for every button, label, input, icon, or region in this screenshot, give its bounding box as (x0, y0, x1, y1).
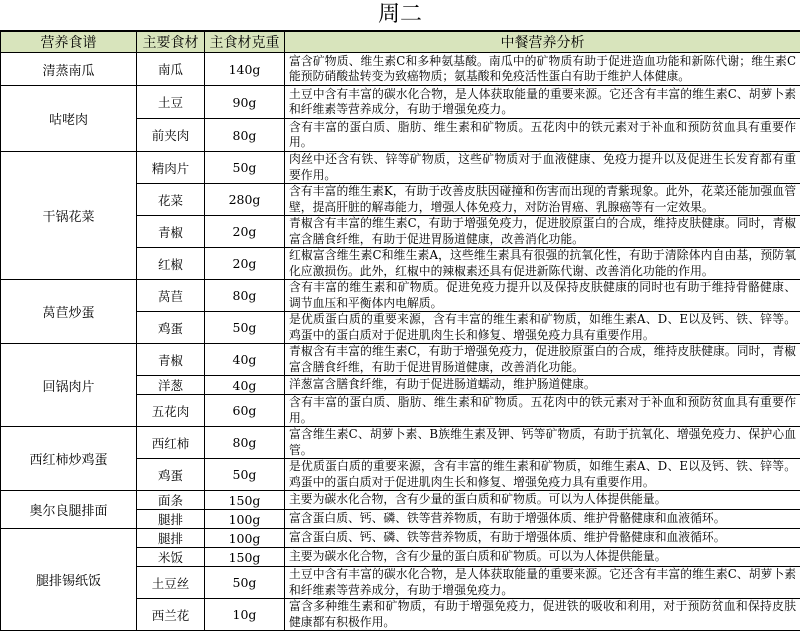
ingredient-cell: 莴苣 (137, 280, 205, 312)
ingredient-cell: 米饭 (137, 548, 205, 567)
analysis-cell: 青椒含有丰富的维生素C，有助于增强免疫力，促进胶原蛋白的合成，维持皮肤健康。同时，青椒富含膳食纤维，有助于促进胃肠道健康，改善消化功能。 (285, 344, 800, 376)
ingredient-cell: 五花肉 (137, 395, 205, 427)
analysis-cell: 主要为碳水化合物，含有少量的蛋白质和矿物质。可以为人体提供能量。 (285, 491, 800, 510)
dish-name: 奥尔良腿排面 (1, 491, 137, 529)
analysis-cell: 富含蛋白质、钙、磷、铁等营养物质，有助于增强体质、维护骨骼健康和血液循环。 (285, 529, 800, 548)
table-row (1, 344, 800, 376)
analysis-cell: 含有丰富的维生素和矿物质。促进免疫力提升以及保持皮肤健康的同时也有助于维持骨骼健康、调节血压和平衡体内电解质。 (285, 280, 800, 312)
analysis-cell: 含有丰富的蛋白质、脂肪、维生素和矿物质。五花肉中的铁元素对于补血和预防贫血具有重要作用。 (285, 395, 800, 427)
header-analysis: 中餐营养分析 (285, 32, 800, 53)
analysis-cell: 肉丝中还含有铁、锌等矿物质，这些矿物质对于血液健康、免疫力提升以及促进生长发育都有重要作用。 (285, 152, 800, 184)
table-row (1, 529, 800, 548)
dish-name: 腿排锡纸饭 (1, 529, 137, 631)
table-row (1, 86, 800, 119)
dish-name: 咕咾肉 (1, 86, 137, 152)
analysis-cell: 红椒富含维生素C和维生素A，这些维生素具有很强的抗氧化性，有助于清除体内自由基，预防氧化应激损伤。此外，红椒中的辣椒素还具有促进新陈代谢、改善消化功能的作用。 (285, 248, 800, 280)
ingredient-cell: 洋葱 (137, 376, 205, 395)
header-ingredient: 主要食材 (137, 32, 205, 53)
table-row (1, 491, 800, 510)
analysis-cell: 富含蛋白质、钙、磷、铁等营养物质，有助于增强体质、维护骨骼健康和血液循环。 (285, 510, 800, 529)
ingredient-cell: 鸡蛋 (137, 312, 205, 344)
weight-cell: 10g (205, 599, 285, 631)
analysis-cell: 主要为碳水化合物，含有少量的蛋白质和矿物质。可以为人体提供能量。 (285, 548, 800, 567)
table-row (1, 53, 800, 86)
table-row (1, 152, 800, 184)
weight-cell: 100g (205, 510, 285, 529)
ingredient-cell: 西兰花 (137, 599, 205, 631)
weight-cell: 80g (205, 119, 285, 152)
table-row (1, 280, 800, 312)
weight-cell: 40g (205, 344, 285, 376)
analysis-cell: 青椒含有丰富的维生素C，有助于增强免疫力，促进胶原蛋白的合成，维持皮肤健康。同时，青椒富含膳食纤维，有助于促进胃肠道健康，改善消化功能。 (285, 216, 800, 248)
table-row (1, 427, 800, 459)
dish-name: 干锅花菜 (1, 152, 137, 280)
ingredient-cell: 腿排 (137, 510, 205, 529)
weight-cell: 150g (205, 491, 285, 510)
dish-name: 莴苣炒蛋 (1, 280, 137, 344)
ingredient-cell: 前夹肉 (137, 119, 205, 152)
ingredient-cell: 腿排 (137, 529, 205, 548)
nutrition-table (0, 31, 800, 631)
weight-cell: 50g (205, 152, 285, 184)
header-weight: 主食材克重 (205, 32, 285, 53)
ingredient-cell: 鸡蛋 (137, 459, 205, 491)
analysis-cell: 富含多种维生素和矿物质，有助于增强免疫力，促进铁的吸收和利用，对于预防贫血和保持皮肤健康都有积极作用。 (285, 599, 800, 631)
weight-cell: 90g (205, 86, 285, 119)
weight-cell: 20g (205, 248, 285, 280)
page-title: 周二 (0, 0, 800, 31)
weight-cell: 50g (205, 567, 285, 599)
analysis-cell: 是优质蛋白质的重要来源，含有丰富的维生素和矿物质，如维生素A、D、E以及钙、铁、锌等。鸡蛋中的蛋白质对于促进肌肉生长和修复、增强免疫力具有重要作用。 (285, 312, 800, 344)
ingredient-cell: 南瓜 (137, 53, 205, 86)
header-dish: 营养食谱 (1, 32, 137, 53)
weight-cell: 140g (205, 53, 285, 86)
dish-name: 清蒸南瓜 (1, 53, 137, 86)
ingredient-cell: 土豆 (137, 86, 205, 119)
weight-cell: 80g (205, 427, 285, 459)
ingredient-cell: 青椒 (137, 216, 205, 248)
weight-cell: 60g (205, 395, 285, 427)
weight-cell: 50g (205, 312, 285, 344)
analysis-cell: 是优质蛋白质的重要来源，含有丰富的维生素和矿物质，如维生素A、D、E以及钙、铁、锌等。鸡蛋中的蛋白质对于促进肌肉生长和修复、增强免疫力具有重要作用。 (285, 459, 800, 491)
ingredient-cell: 精肉片 (137, 152, 205, 184)
analysis-cell: 洋葱富含膳食纤维，有助于促进肠道蠕动，维护肠道健康。 (285, 376, 800, 395)
analysis-cell: 含有丰富的蛋白质、脂肪、维生素和矿物质。五花肉中的铁元素对于补血和预防贫血具有重要作用。 (285, 119, 800, 152)
dish-name: 回锅肉片 (1, 344, 137, 427)
analysis-cell: 含有丰富的维生素K，有助于改善皮肤因碰撞和伤害而出现的青紫现象。此外，花菜还能加强血管壁，提高肝脏的解毒能力，增强人体免疫力，对防治胃癌、乳腺癌等有一定效果。 (285, 184, 800, 216)
ingredient-cell: 西红柿 (137, 427, 205, 459)
ingredient-cell: 面条 (137, 491, 205, 510)
weight-cell: 150g (205, 548, 285, 567)
weight-cell: 100g (205, 529, 285, 548)
ingredient-cell: 青椒 (137, 344, 205, 376)
dish-name: 西红柿炒鸡蛋 (1, 427, 137, 491)
analysis-cell: 富含矿物质、维生素C和多种氨基酸。南瓜中的矿物质有助于促进造血功能和新陈代谢；维生素C能预防硝酸盐转变为致癌物质；氨基酸和免疫活性蛋白有助于维护人体健康。 (285, 53, 800, 86)
weight-cell: 50g (205, 459, 285, 491)
ingredient-cell: 土豆丝 (137, 567, 205, 599)
weight-cell: 20g (205, 216, 285, 248)
analysis-cell: 土豆中含有丰富的碳水化合物，是人体获取能量的重要来源。它还含有丰富的维生素C、胡萝卜素和纤维素等营养成分，有助于增强免疫力。 (285, 567, 800, 599)
weight-cell: 80g (205, 280, 285, 312)
header-row (1, 32, 800, 53)
ingredient-cell: 红椒 (137, 248, 205, 280)
analysis-cell: 土豆中含有丰富的碳水化合物，是人体获取能量的重要来源。它还含有丰富的维生素C、胡萝卜素和纤维素等营养成分，有助于增强免疫力。 (285, 86, 800, 119)
weight-cell: 40g (205, 376, 285, 395)
weight-cell: 280g (205, 184, 285, 216)
analysis-cell: 富含维生素C、胡萝卜素、B族维生素及钾、钙等矿物质，有助于抗氧化、增强免疫力、保护心血管。 (285, 427, 800, 459)
ingredient-cell: 花菜 (137, 184, 205, 216)
